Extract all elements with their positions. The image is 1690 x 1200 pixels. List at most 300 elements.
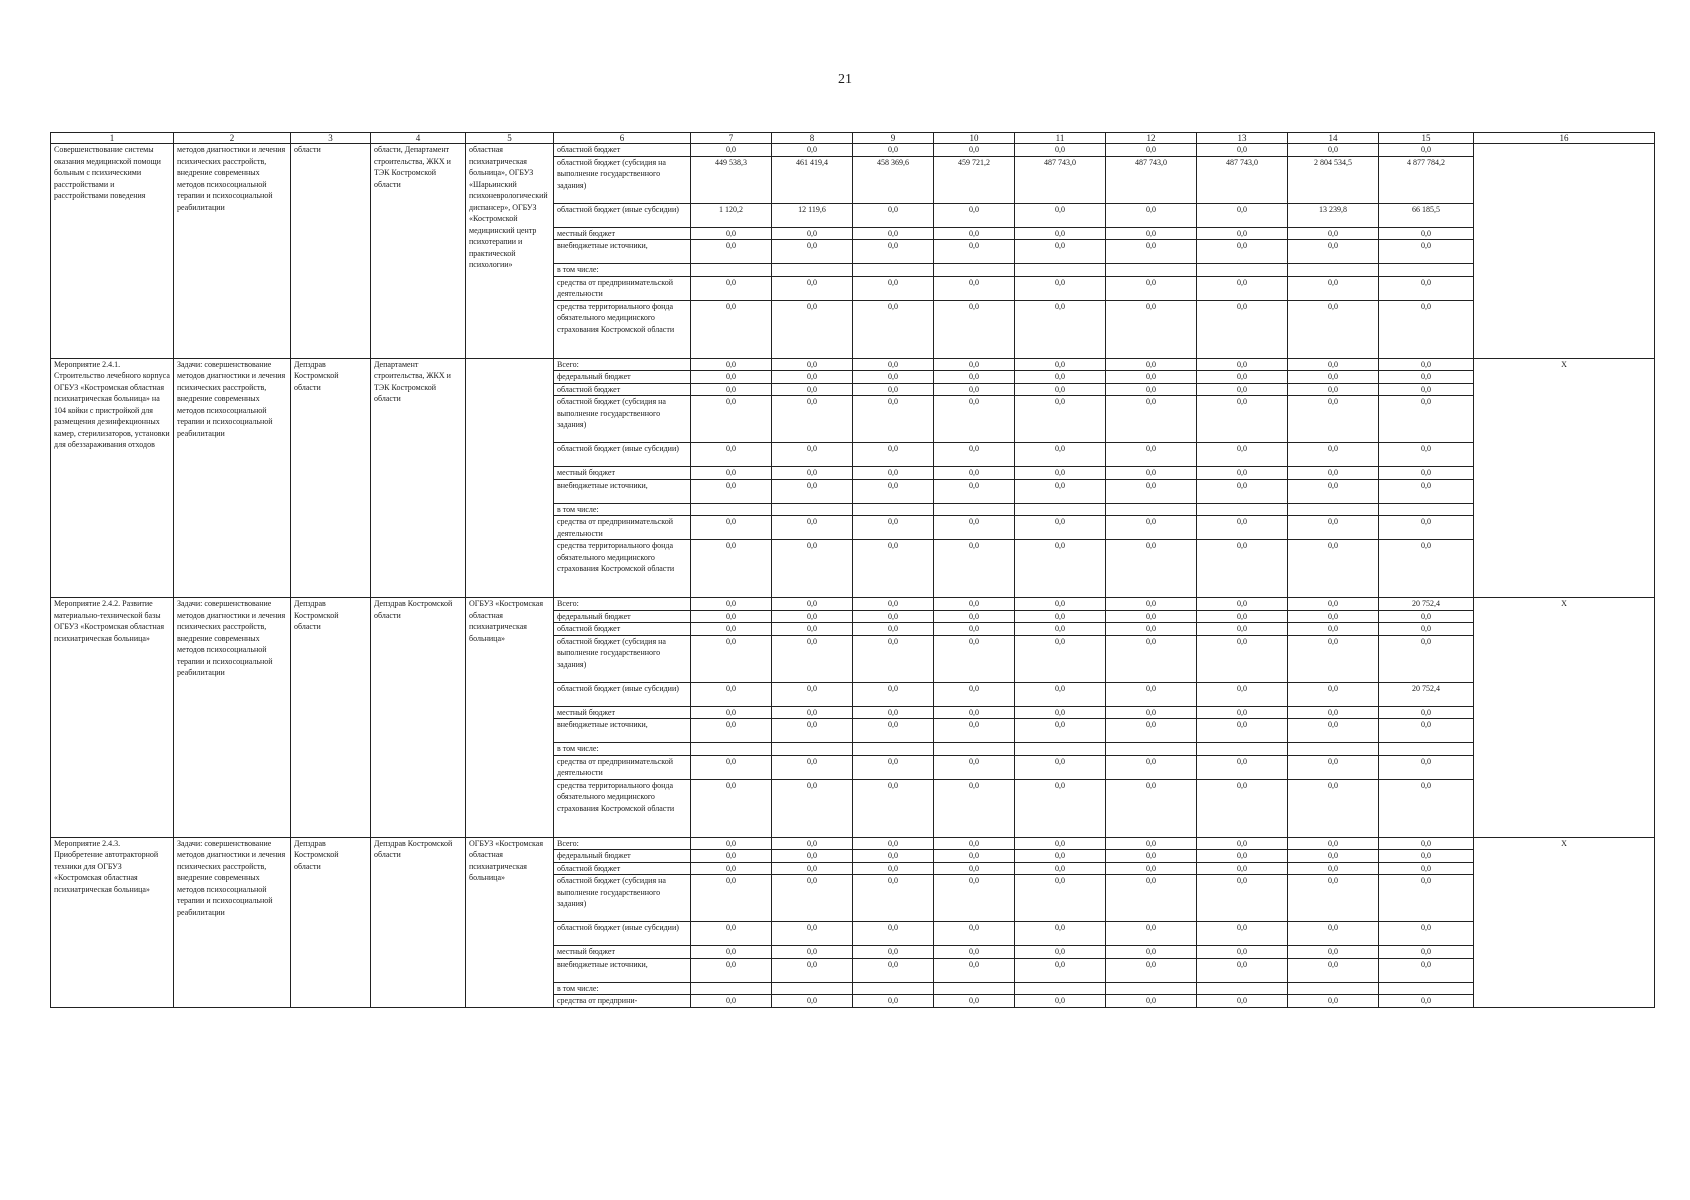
value-cell: 0,0 — [1379, 610, 1474, 623]
value-cell: 0,0 — [934, 240, 1015, 264]
funding-source-label: федеральный бюджет — [554, 610, 691, 623]
value-cell: 0,0 — [691, 682, 772, 706]
value-cell: 0,0 — [772, 479, 853, 503]
value-cell: 0,0 — [853, 706, 934, 719]
column-number: 16 — [1474, 133, 1655, 144]
value-cell: 0,0 — [1288, 276, 1379, 300]
value-cell: 4 877 784,2 — [1379, 156, 1474, 203]
funding-source-label: средства территориального фонда обязательного медицинского страхования Костромской области — [554, 779, 691, 837]
value-cell: 0,0 — [1106, 479, 1197, 503]
value-cell: 0,0 — [1015, 635, 1106, 682]
value-cell: 0,0 — [691, 516, 772, 540]
value-cell: 0,0 — [1106, 837, 1197, 850]
value-cell: 0,0 — [1197, 635, 1288, 682]
value-cell: 449 538,3 — [691, 156, 772, 203]
value-cell: 0,0 — [772, 946, 853, 959]
value-cell: 0,0 — [853, 516, 934, 540]
value-cell: 0,0 — [1106, 240, 1197, 264]
column-number: 8 — [772, 133, 853, 144]
value-cell — [772, 743, 853, 756]
value-cell: 0,0 — [853, 875, 934, 922]
column-number: 2 — [174, 133, 291, 144]
value-cell: 0,0 — [934, 635, 1015, 682]
value-cell: 0,0 — [691, 300, 772, 358]
value-cell: 0,0 — [1197, 144, 1288, 157]
funding-source-label: областной бюджет — [554, 623, 691, 636]
value-cell — [1197, 743, 1288, 756]
value-cell: 0,0 — [1197, 755, 1288, 779]
coexecutor-cell: Департамент строительства, ЖКХ и ТЭК Костромской области — [371, 358, 466, 598]
value-cell: 0,0 — [1379, 383, 1474, 396]
funding-source-label: средства от предпринимательской деятельности — [554, 516, 691, 540]
value-cell: 0,0 — [934, 383, 1015, 396]
value-cell: 0,0 — [853, 300, 934, 358]
value-cell: 0,0 — [1379, 443, 1474, 467]
value-cell: 0,0 — [1015, 875, 1106, 922]
value-cell: 0,0 — [934, 837, 1015, 850]
value-cell: 0,0 — [1106, 779, 1197, 837]
column-number: 3 — [291, 133, 371, 144]
value-cell: 0,0 — [1288, 479, 1379, 503]
value-cell: 0,0 — [1106, 635, 1197, 682]
value-cell: 0,0 — [1106, 540, 1197, 598]
value-cell — [1106, 503, 1197, 516]
value-cell: 0,0 — [691, 706, 772, 719]
value-cell: 0,0 — [853, 862, 934, 875]
value-cell: 0,0 — [1015, 203, 1106, 227]
funding-source-label: областной бюджет — [554, 383, 691, 396]
value-cell: 0,0 — [1379, 862, 1474, 875]
value-cell: 0,0 — [1379, 276, 1474, 300]
value-cell: 0,0 — [934, 610, 1015, 623]
value-cell: 0,0 — [1197, 995, 1288, 1008]
value-cell: 0,0 — [1106, 850, 1197, 863]
value-cell: 0,0 — [1106, 875, 1197, 922]
value-cell: 0,0 — [691, 227, 772, 240]
value-cell: 0,0 — [1197, 203, 1288, 227]
value-cell: 0,0 — [1288, 240, 1379, 264]
value-cell: 0,0 — [853, 623, 934, 636]
value-cell: 0,0 — [1015, 755, 1106, 779]
value-cell — [1379, 743, 1474, 756]
value-cell: 0,0 — [772, 240, 853, 264]
value-cell: 0,0 — [1288, 946, 1379, 959]
value-cell: 0,0 — [1015, 837, 1106, 850]
value-cell: 0,0 — [1288, 610, 1379, 623]
value-cell: 0,0 — [1197, 598, 1288, 611]
value-cell: 0,0 — [772, 862, 853, 875]
value-cell: 0,0 — [772, 850, 853, 863]
value-cell: 0,0 — [934, 540, 1015, 598]
value-cell: 0,0 — [1379, 995, 1474, 1008]
value-cell — [1197, 503, 1288, 516]
value-cell: 0,0 — [853, 144, 934, 157]
value-cell: 0,0 — [691, 623, 772, 636]
value-cell: 0,0 — [691, 719, 772, 743]
value-cell: 0,0 — [1197, 443, 1288, 467]
value-cell: 0,0 — [1288, 682, 1379, 706]
value-cell: 0,0 — [934, 755, 1015, 779]
executor-cell: Депздрав Костромской области — [291, 837, 371, 1007]
value-cell: 0,0 — [1197, 467, 1288, 480]
value-cell: 0,0 — [1379, 540, 1474, 598]
value-cell: 0,0 — [1015, 300, 1106, 358]
value-cell: 0,0 — [772, 623, 853, 636]
value-cell — [691, 503, 772, 516]
value-cell: 0,0 — [772, 995, 853, 1008]
value-cell: 0,0 — [1288, 875, 1379, 922]
funding-source-label: средства территориального фонда обязательного медицинского страхования Костромской области — [554, 300, 691, 358]
value-cell: 0,0 — [934, 719, 1015, 743]
value-cell: 0,0 — [772, 300, 853, 358]
value-cell — [934, 743, 1015, 756]
value-cell: 0,0 — [691, 995, 772, 1008]
value-cell: 0,0 — [853, 779, 934, 837]
value-cell: 0,0 — [772, 755, 853, 779]
column-number-row — [51, 133, 1655, 144]
value-cell: 0,0 — [1197, 240, 1288, 264]
value-cell: 0,0 — [1197, 682, 1288, 706]
value-cell: 0,0 — [934, 862, 1015, 875]
value-cell: 0,0 — [1015, 516, 1106, 540]
value-cell: 0,0 — [1197, 850, 1288, 863]
value-cell: 0,0 — [934, 623, 1015, 636]
value-cell: 0,0 — [691, 358, 772, 371]
value-cell — [934, 982, 1015, 995]
value-cell: 0,0 — [691, 371, 772, 384]
value-cell — [1015, 982, 1106, 995]
value-cell: 0,0 — [1379, 958, 1474, 982]
value-cell: 0,0 — [853, 995, 934, 1008]
value-cell: 0,0 — [853, 958, 934, 982]
value-cell: 0,0 — [853, 610, 934, 623]
value-cell: 0,0 — [1288, 706, 1379, 719]
value-cell: 0,0 — [1379, 850, 1474, 863]
value-cell: 0,0 — [1197, 837, 1288, 850]
table-row — [51, 358, 1655, 371]
value-cell: 0,0 — [1288, 779, 1379, 837]
value-cell: 0,0 — [1106, 227, 1197, 240]
task-cell: Задачи: совершенствование методов диагностики и лечения психических расстройств, внедрение современных методов психосоциальной терапии и психосоциальной реабилитации — [174, 598, 291, 838]
value-cell: 0,0 — [853, 540, 934, 598]
funding-source-label: внебюджетные источники, — [554, 240, 691, 264]
value-cell: 0,0 — [1379, 837, 1474, 850]
value-cell: 0,0 — [691, 479, 772, 503]
value-cell: 0,0 — [853, 946, 934, 959]
value-cell: 0,0 — [772, 875, 853, 922]
value-cell: 0,0 — [1379, 922, 1474, 946]
value-cell: 0,0 — [1106, 516, 1197, 540]
value-cell — [1015, 503, 1106, 516]
value-cell: 0,0 — [1015, 144, 1106, 157]
column-number: 12 — [1106, 133, 1197, 144]
value-cell: 0,0 — [691, 850, 772, 863]
value-cell: 461 419,4 — [772, 156, 853, 203]
funding-source-label: в том числе: — [554, 982, 691, 995]
value-cell: 0,0 — [934, 276, 1015, 300]
funding-source-label: средства от предприни- — [554, 995, 691, 1008]
value-cell — [1015, 264, 1106, 277]
value-cell: 0,0 — [1015, 598, 1106, 611]
value-cell: 0,0 — [772, 516, 853, 540]
value-cell: 0,0 — [1106, 610, 1197, 623]
value-cell: 0,0 — [1015, 850, 1106, 863]
value-cell: 0,0 — [1288, 383, 1379, 396]
value-cell: 0,0 — [1288, 995, 1379, 1008]
value-cell: 0,0 — [691, 144, 772, 157]
value-cell: 0,0 — [772, 467, 853, 480]
value-cell: 0,0 — [772, 396, 853, 443]
coexecutor-cell: Депздрав Костромской области — [371, 837, 466, 1007]
value-cell: 0,0 — [1197, 946, 1288, 959]
value-cell: 0,0 — [691, 779, 772, 837]
value-cell: 0,0 — [1106, 719, 1197, 743]
value-cell: 0,0 — [934, 516, 1015, 540]
column-number: 1 — [51, 133, 174, 144]
funding-source-label: в том числе: — [554, 264, 691, 277]
value-cell: 0,0 — [1197, 383, 1288, 396]
value-cell: 0,0 — [1015, 995, 1106, 1008]
value-cell: 20 752,4 — [1379, 598, 1474, 611]
value-cell — [1197, 264, 1288, 277]
value-cell: 0,0 — [1106, 922, 1197, 946]
value-cell: 0,0 — [691, 276, 772, 300]
value-cell: 0,0 — [772, 719, 853, 743]
measure-name-cell: Мероприятие 2.4.3. Приобретение автотракторной техники для ОГБУЗ «Костромская областная психиатрическая больница» — [51, 837, 174, 1007]
value-cell: 0,0 — [772, 682, 853, 706]
value-cell — [853, 264, 934, 277]
table-row — [51, 598, 1655, 611]
value-cell: 0,0 — [853, 467, 934, 480]
value-cell: 0,0 — [1379, 623, 1474, 636]
value-cell: 0,0 — [772, 837, 853, 850]
funding-source-label: местный бюджет — [554, 467, 691, 480]
value-cell: 0,0 — [772, 144, 853, 157]
value-cell: 0,0 — [1379, 227, 1474, 240]
value-cell: 0,0 — [1288, 467, 1379, 480]
value-cell: 0,0 — [1288, 850, 1379, 863]
page-number: 21 — [838, 72, 852, 87]
value-cell: 0,0 — [691, 755, 772, 779]
value-cell: 0,0 — [1106, 371, 1197, 384]
column-number: 9 — [853, 133, 934, 144]
funding-source-label: федеральный бюджет — [554, 371, 691, 384]
value-cell: 0,0 — [1197, 623, 1288, 636]
value-cell: 0,0 — [934, 598, 1015, 611]
value-cell: 0,0 — [853, 203, 934, 227]
value-cell: 0,0 — [1015, 922, 1106, 946]
value-cell: 0,0 — [1197, 875, 1288, 922]
value-cell — [1379, 982, 1474, 995]
value-cell: 0,0 — [1288, 540, 1379, 598]
participant-cell: областная психиатрическая больница», ОГБУЗ «Шарьинский психоневрологический диспансер», ОГБУЗ «Костромской медицинский центр психотерапии и практической психологии» — [466, 144, 554, 359]
column-number: 4 — [371, 133, 466, 144]
value-cell: 0,0 — [691, 837, 772, 850]
value-cell: 0,0 — [772, 779, 853, 837]
task-cell: методов диагностики и лечения психических расстройств, внедрение современных методов психосоциальной терапии и психосоциальной реабилитации — [174, 144, 291, 359]
value-cell — [934, 264, 1015, 277]
value-cell: 487 743,0 — [1106, 156, 1197, 203]
value-cell: 0,0 — [1197, 396, 1288, 443]
value-cell: 0,0 — [1015, 706, 1106, 719]
value-cell: 0,0 — [1015, 958, 1106, 982]
value-cell: 0,0 — [1106, 862, 1197, 875]
value-cell — [691, 743, 772, 756]
value-cell: 0,0 — [1288, 837, 1379, 850]
funding-source-label: областной бюджет (субсидия на выполнение государственного задания) — [554, 875, 691, 922]
funding-source-label: областной бюджет (иные субсидии) — [554, 443, 691, 467]
value-cell: 0,0 — [853, 396, 934, 443]
value-cell: 2 804 534,5 — [1288, 156, 1379, 203]
value-cell: 0,0 — [853, 837, 934, 850]
value-cell: 0,0 — [1015, 682, 1106, 706]
value-cell: 0,0 — [1106, 144, 1197, 157]
value-cell — [853, 982, 934, 995]
value-cell — [853, 503, 934, 516]
budget-table — [50, 132, 1655, 1008]
value-cell: 0,0 — [853, 443, 934, 467]
value-cell: 0,0 — [853, 635, 934, 682]
value-cell: 0,0 — [1197, 719, 1288, 743]
value-cell: 0,0 — [1379, 396, 1474, 443]
value-cell: 0,0 — [1379, 467, 1474, 480]
value-cell: 0,0 — [1106, 682, 1197, 706]
result-cell: Х — [1474, 358, 1655, 598]
column-number: 15 — [1379, 133, 1474, 144]
value-cell: 0,0 — [1015, 396, 1106, 443]
value-cell: 0,0 — [772, 635, 853, 682]
value-cell: 0,0 — [853, 240, 934, 264]
value-cell: 0,0 — [1288, 358, 1379, 371]
funding-source-label: в том числе: — [554, 743, 691, 756]
value-cell: 0,0 — [1197, 300, 1288, 358]
value-cell: 0,0 — [934, 779, 1015, 837]
value-cell: 0,0 — [934, 706, 1015, 719]
value-cell: 0,0 — [1288, 719, 1379, 743]
value-cell: 0,0 — [691, 922, 772, 946]
value-cell: 0,0 — [1106, 276, 1197, 300]
column-number: 10 — [934, 133, 1015, 144]
value-cell — [1288, 982, 1379, 995]
value-cell — [1015, 743, 1106, 756]
participant-cell — [466, 358, 554, 598]
value-cell: 0,0 — [1379, 755, 1474, 779]
value-cell: 0,0 — [1106, 995, 1197, 1008]
value-cell: 0,0 — [1379, 779, 1474, 837]
executor-cell: области — [291, 144, 371, 359]
value-cell: 0,0 — [853, 850, 934, 863]
executor-cell: Депздрав Костромской области — [291, 358, 371, 598]
value-cell: 0,0 — [1015, 443, 1106, 467]
value-cell: 0,0 — [1197, 276, 1288, 300]
value-cell: 0,0 — [1197, 862, 1288, 875]
value-cell — [1106, 743, 1197, 756]
value-cell: 0,0 — [934, 371, 1015, 384]
value-cell: 0,0 — [1288, 396, 1379, 443]
value-cell: 0,0 — [1288, 371, 1379, 384]
funding-source-label: областной бюджет (субсидия на выполнение государственного задания) — [554, 635, 691, 682]
participant-cell: ОГБУЗ «Костромская областная психиатрическая больница» — [466, 837, 554, 1007]
funding-source-label: местный бюджет — [554, 706, 691, 719]
value-cell: 0,0 — [1106, 443, 1197, 467]
executor-cell: Депздрав Костромской области — [291, 598, 371, 838]
value-cell: 0,0 — [934, 875, 1015, 922]
funding-source-label: областной бюджет (субсидия на выполнение государственного задания) — [554, 396, 691, 443]
value-cell — [1379, 264, 1474, 277]
value-cell: 0,0 — [1197, 958, 1288, 982]
value-cell: 0,0 — [1106, 706, 1197, 719]
value-cell: 0,0 — [934, 946, 1015, 959]
value-cell: 1 120,2 — [691, 203, 772, 227]
funding-source-label: в том числе: — [554, 503, 691, 516]
value-cell: 0,0 — [772, 383, 853, 396]
value-cell: 0,0 — [691, 598, 772, 611]
funding-source-label: областной бюджет — [554, 144, 691, 157]
value-cell: 0,0 — [934, 144, 1015, 157]
value-cell — [691, 982, 772, 995]
value-cell: 0,0 — [1197, 779, 1288, 837]
funding-source-label: Всего: — [554, 358, 691, 371]
value-cell: 0,0 — [1015, 467, 1106, 480]
value-cell: 0,0 — [1106, 467, 1197, 480]
value-cell: 0,0 — [1106, 958, 1197, 982]
value-cell: 0,0 — [1379, 875, 1474, 922]
value-cell: 0,0 — [853, 371, 934, 384]
value-cell: 0,0 — [1288, 635, 1379, 682]
value-cell — [1288, 503, 1379, 516]
value-cell: 0,0 — [691, 540, 772, 598]
value-cell: 0,0 — [853, 682, 934, 706]
column-number: 7 — [691, 133, 772, 144]
funding-source-label: Всего: — [554, 598, 691, 611]
column-number: 6 — [554, 133, 691, 144]
value-cell: 0,0 — [772, 443, 853, 467]
task-cell: Задачи: совершенствование методов диагностики и лечения психических расстройств, внедрение современных методов психосоциальной терапии и психосоциальной реабилитации — [174, 358, 291, 598]
value-cell: 0,0 — [853, 598, 934, 611]
value-cell — [1106, 982, 1197, 995]
value-cell: 0,0 — [853, 479, 934, 503]
value-cell: 0,0 — [691, 635, 772, 682]
value-cell: 0,0 — [934, 922, 1015, 946]
value-cell — [691, 264, 772, 277]
value-cell: 0,0 — [1015, 779, 1106, 837]
value-cell: 0,0 — [1197, 371, 1288, 384]
value-cell: 0,0 — [853, 358, 934, 371]
value-cell: 0,0 — [1106, 623, 1197, 636]
value-cell: 0,0 — [1288, 516, 1379, 540]
funding-source-label: средства от предпринимательской деятельности — [554, 755, 691, 779]
value-cell: 0,0 — [1379, 635, 1474, 682]
value-cell: 13 239,8 — [1288, 203, 1379, 227]
value-cell: 0,0 — [1106, 383, 1197, 396]
value-cell: 0,0 — [1379, 479, 1474, 503]
value-cell: 0,0 — [934, 850, 1015, 863]
value-cell — [772, 264, 853, 277]
value-cell — [1288, 743, 1379, 756]
value-cell: 0,0 — [691, 958, 772, 982]
value-cell: 458 369,6 — [853, 156, 934, 203]
result-cell: Х — [1474, 598, 1655, 838]
column-number: 11 — [1015, 133, 1106, 144]
coexecutor-cell: Депздрав Костромской области — [371, 598, 466, 838]
value-cell: 0,0 — [934, 203, 1015, 227]
value-cell: 0,0 — [1106, 598, 1197, 611]
value-cell: 0,0 — [1015, 240, 1106, 264]
value-cell: 0,0 — [1106, 755, 1197, 779]
funding-source-label: местный бюджет — [554, 946, 691, 959]
value-cell: 487 743,0 — [1015, 156, 1106, 203]
value-cell: 0,0 — [853, 719, 934, 743]
